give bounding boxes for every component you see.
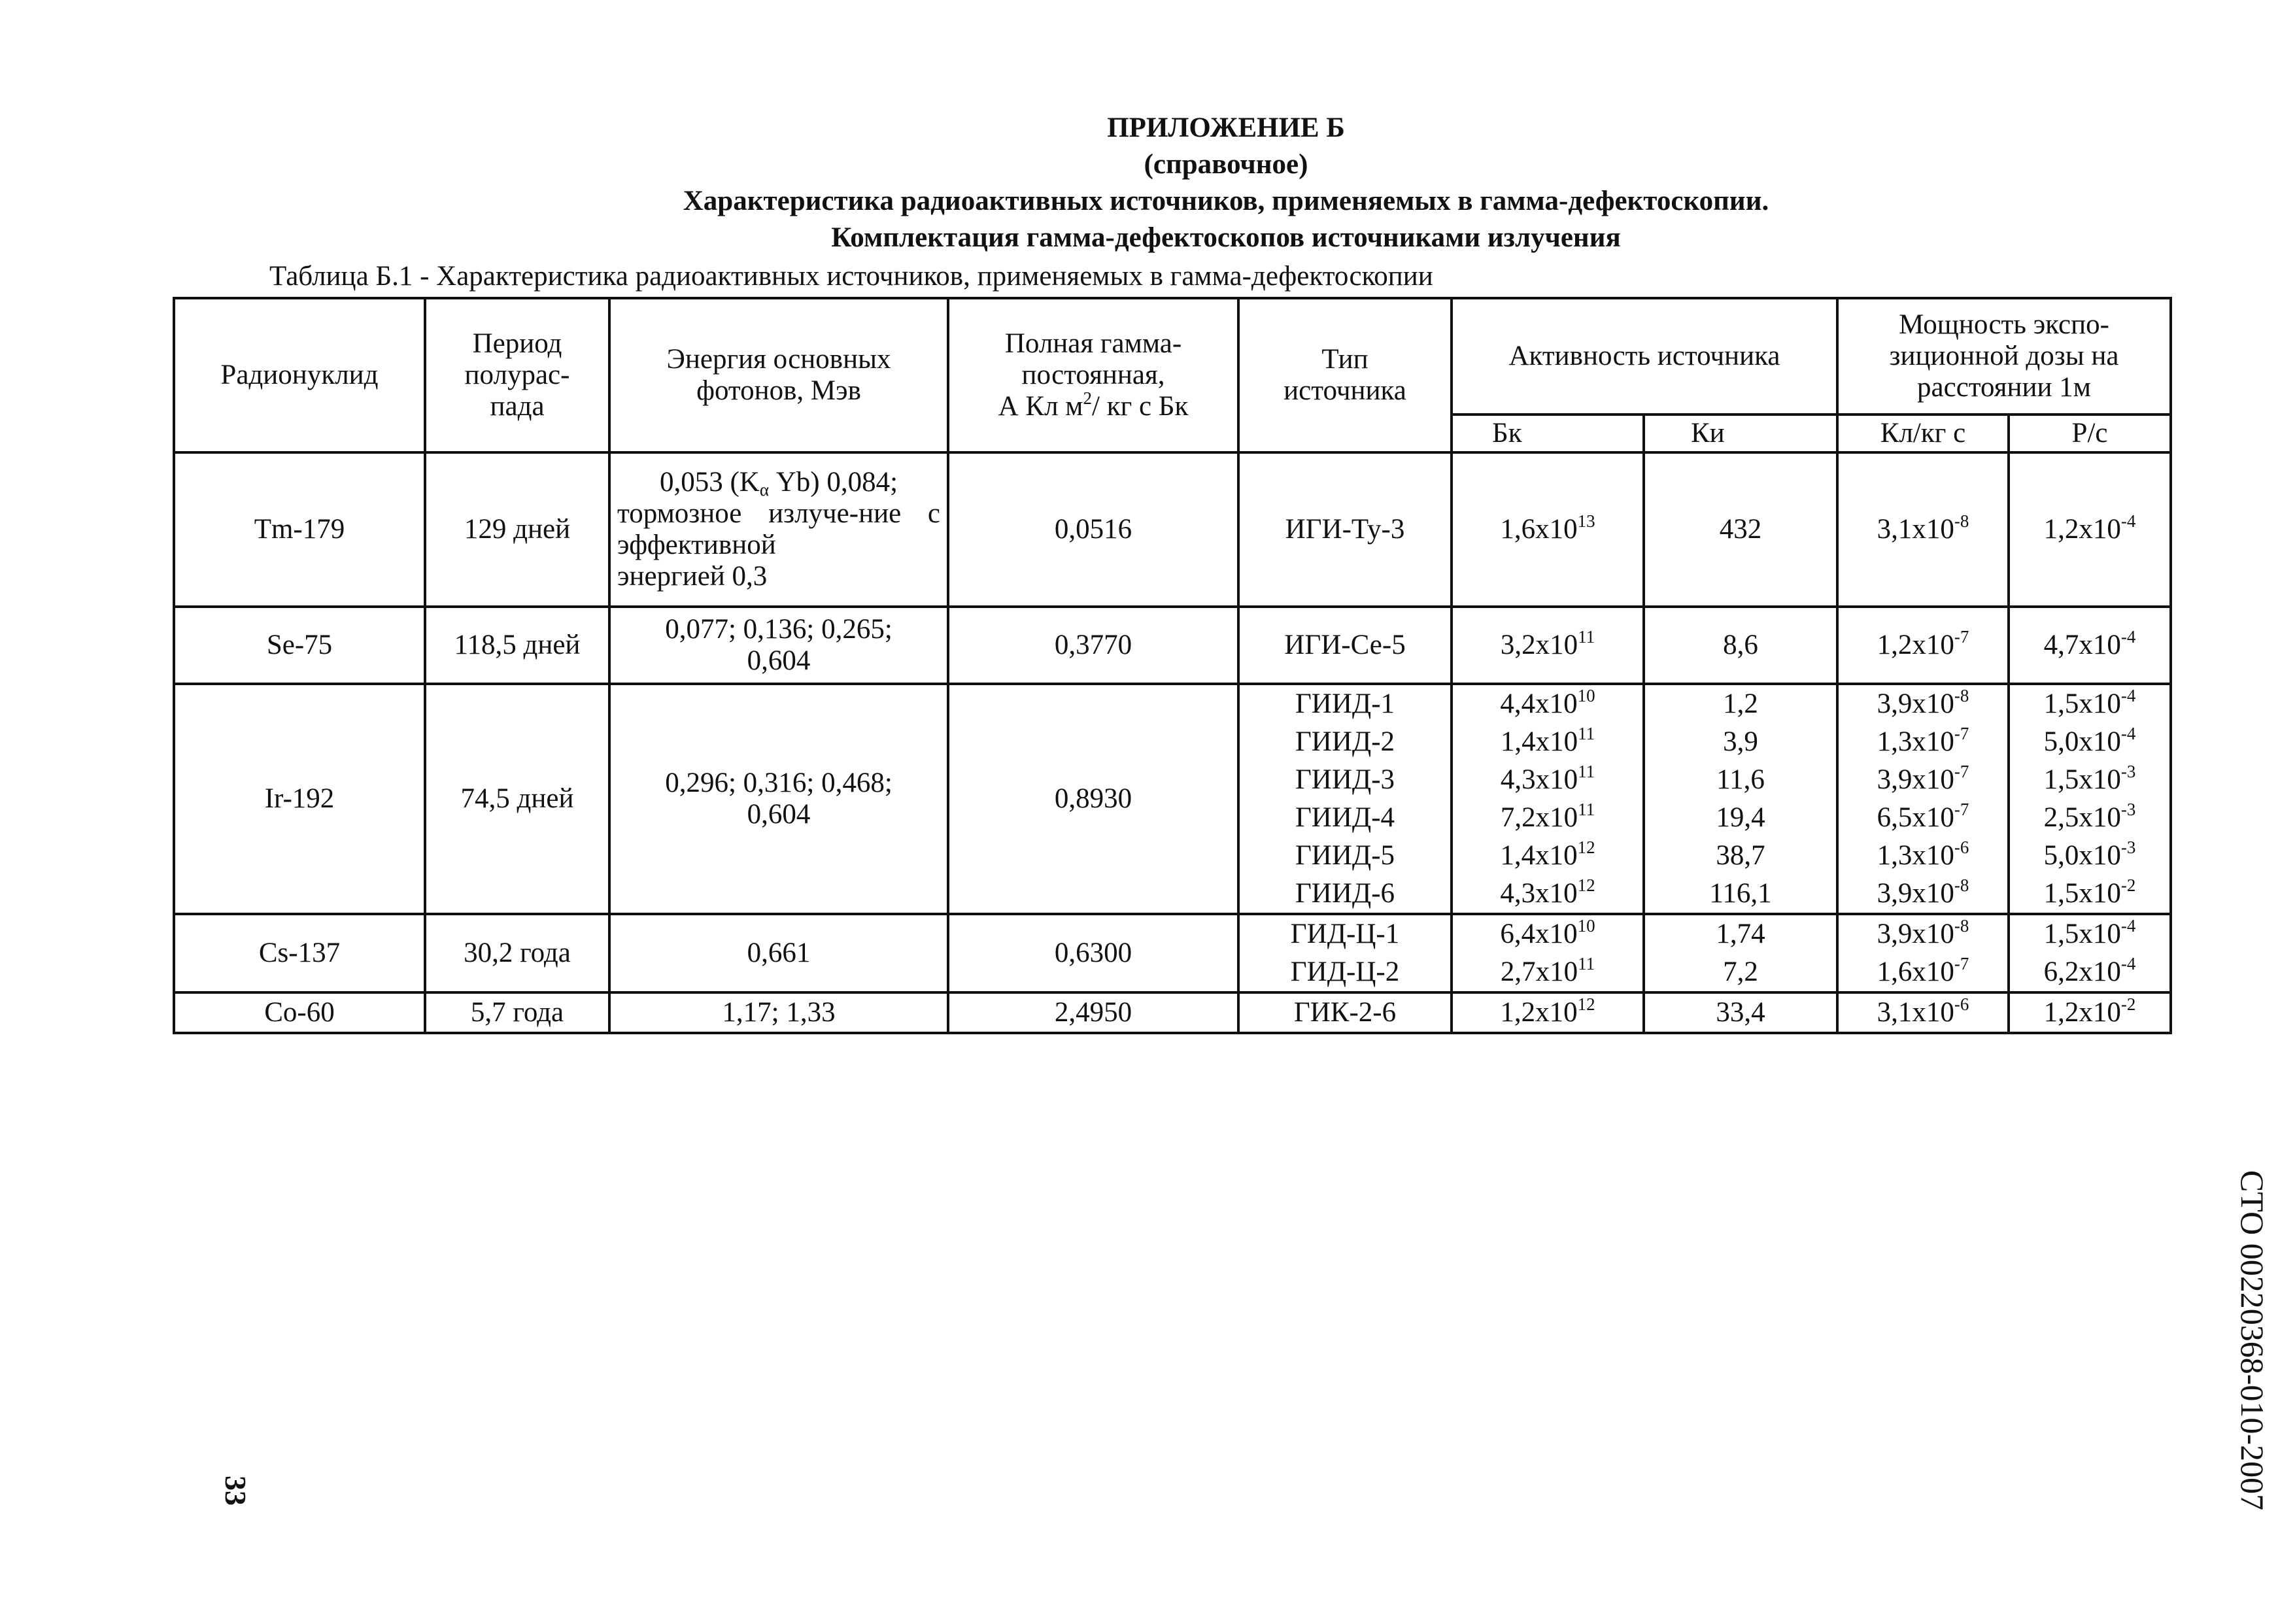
dose-si-cell (1837, 684, 2009, 914)
energy-base: 0,053 (K (659, 467, 760, 498)
value-mantissa: 1,3x10 (1877, 840, 1954, 871)
value-exponent: -3 (2120, 837, 2136, 857)
activity-bq-cell (1452, 607, 1644, 684)
value-exponent: -7 (1954, 724, 1969, 743)
source-type-cell (1238, 684, 1452, 914)
value-mantissa: 6,5x10 (1877, 802, 1954, 833)
appendix-title: ПРИЛОЖЕНИЕ Б (1107, 112, 1345, 143)
value-mantissa: 1,5x10 (2043, 919, 2121, 949)
gamma-units-exponent: 2 (1083, 388, 1092, 408)
value-mantissa: 3,9x10 (1877, 764, 1954, 795)
header-source-type-line: источника (1284, 375, 1406, 406)
value-mantissa: 1,2x10 (1500, 997, 1578, 1028)
value-exponent: 12 (1577, 837, 1595, 857)
energy-cell: 0,661 (609, 914, 948, 992)
energy-line (617, 467, 940, 498)
cell-line (1845, 994, 2001, 1032)
header-energy (609, 298, 948, 452)
cell-line (2016, 511, 2163, 549)
gamma-constant-cell: 0,3770 (948, 607, 1238, 684)
source-type-cell (1238, 914, 1452, 992)
header-half-life-line: Период (472, 328, 562, 359)
cell-line (2016, 761, 2163, 799)
cell-line (1459, 723, 1636, 761)
value-exponent: -7 (1954, 762, 1969, 781)
document-number: СТО 00220368-010-2007 (2234, 1170, 2271, 1511)
energy-line: 0,296; 0,316; 0,468; (665, 768, 892, 798)
value-exponent: -4 (2120, 954, 2136, 973)
value-mantissa: 3,1x10 (1877, 514, 1954, 545)
cell-line (1845, 799, 2001, 837)
cell-line (1459, 994, 1636, 1032)
activity-ci-cell (1644, 992, 1837, 1033)
cell-line (2016, 915, 2163, 953)
cell-line: ГИИД-6 (1295, 878, 1395, 909)
nuclide-cell: Se-75 (174, 607, 425, 684)
value-exponent: 11 (1578, 954, 1595, 973)
value-exponent: 12 (1577, 994, 1595, 1014)
gamma-constant-cell: 2,4950 (948, 992, 1238, 1033)
cell-line: ГИИД-2 (1295, 726, 1395, 757)
cell-line: ГИИД-3 (1295, 764, 1395, 795)
value-exponent: -8 (1954, 875, 1969, 895)
cell-line (1459, 761, 1636, 799)
cell-line (1459, 685, 1636, 723)
half-life-cell: 74,5 дней (425, 684, 609, 914)
value-exponent: -4 (2120, 511, 2136, 531)
value-exponent: -8 (1954, 511, 1969, 531)
activity-ci-cell (1644, 684, 1837, 914)
cell-line (1845, 626, 2001, 664)
header-dose-rate-line: зиционной дозы на (1889, 341, 2119, 371)
energy-cell (609, 684, 948, 914)
table-row (174, 992, 2171, 1033)
header-half-life-line: полурас- (464, 360, 570, 390)
cell-line (1845, 953, 2001, 991)
dose-si-cell (1837, 992, 2009, 1033)
energy-cell (609, 607, 948, 684)
cell-line (2016, 994, 2163, 1032)
cell-line: ИГИ-Ту-3 (1285, 514, 1405, 545)
energy-note-end: энергией 0,3 (617, 561, 768, 592)
cell-line (2016, 626, 2163, 664)
value-exponent: -3 (2120, 762, 2136, 781)
dose-r-cell (2009, 607, 2171, 684)
cell-line: 38,7 (1716, 840, 1765, 871)
half-life-cell: 5,7 года (425, 992, 609, 1033)
cell-line (1459, 837, 1636, 875)
dose-r-cell (2009, 684, 2171, 914)
dose-r-cell (2009, 992, 2171, 1033)
value-mantissa: 1,2x10 (2043, 997, 2121, 1028)
appendix-heading (425, 110, 2027, 256)
cell-line: 3,9 (1723, 726, 1758, 757)
cell-line: 8,6 (1723, 630, 1758, 660)
value-mantissa: 3,9x10 (1877, 919, 1954, 949)
value-mantissa: 1,5x10 (2043, 688, 2121, 719)
value-mantissa: 5,0x10 (2043, 726, 2121, 757)
cell-line: 432 (1719, 514, 1762, 545)
value-exponent: -2 (2120, 994, 2136, 1014)
half-life-cell: 118,5 дней (425, 607, 609, 684)
cell-line (1845, 915, 2001, 953)
cell-line: 19,4 (1716, 802, 1765, 833)
gamma-constant-cell: 0,8930 (948, 684, 1238, 914)
appendix-subtitle-2: Комплектация гамма-дефектоскопов источниками излучения (831, 222, 1621, 253)
value-exponent: 11 (1578, 800, 1595, 819)
header-gamma-line: постоянная, (1021, 360, 1165, 390)
value-mantissa: 1,5x10 (2043, 878, 2121, 909)
value-mantissa: 1,3x10 (1877, 726, 1954, 757)
header-dose-rate (1837, 298, 2171, 414)
value-exponent: -6 (1954, 994, 1969, 1014)
value-mantissa: 3,1x10 (1877, 997, 1954, 1028)
value-exponent: -7 (1954, 954, 1969, 973)
value-mantissa: 3,2x10 (1500, 630, 1578, 660)
energy-subscript: α (759, 480, 769, 499)
activity-bq-cell (1452, 914, 1644, 992)
source-type-cell (1238, 992, 1452, 1033)
value-mantissa: 4,7x10 (2043, 630, 2121, 660)
value-mantissa: 4,4x10 (1500, 688, 1578, 719)
energy-line: 0,077; 0,136; 0,265; (665, 614, 892, 645)
cell-line: 11,6 (1716, 764, 1765, 795)
gamma-units-rest: / кг с Бк (1092, 391, 1189, 422)
value-exponent: -6 (1954, 837, 1969, 857)
header-dose-rate-line: Мощность экспо- (1899, 309, 2109, 340)
header-half-life-line: пада (490, 391, 545, 422)
value-exponent: -7 (1954, 627, 1969, 647)
cell-line: ГИИД-5 (1295, 840, 1395, 871)
source-type-cell (1238, 452, 1452, 607)
page-number: 33 (219, 1476, 252, 1506)
source-type-cell (1238, 607, 1452, 684)
value-mantissa: 7,2x10 (1500, 802, 1578, 833)
header-gamma-units (956, 388, 1231, 422)
dose-si-cell (1837, 914, 2009, 992)
value-exponent: -8 (1954, 916, 1969, 936)
energy-cell (609, 452, 948, 607)
cell-line (1845, 723, 2001, 761)
value-mantissa: 4,3x10 (1500, 764, 1578, 795)
header-dose-r: Р/с (2009, 414, 2171, 452)
table-row (174, 452, 2171, 607)
value-exponent: 11 (1578, 762, 1595, 781)
value-mantissa: 1,4x10 (1500, 726, 1578, 757)
value-exponent: -4 (2120, 627, 2136, 647)
value-exponent: -2 (2120, 875, 2136, 895)
activity-ci-cell (1644, 452, 1837, 607)
activity-ci-cell (1644, 914, 1837, 992)
energy-cell: 1,17; 1,33 (609, 992, 948, 1033)
value-mantissa: 3,9x10 (1877, 878, 1954, 909)
value-mantissa: 1,6x10 (1500, 514, 1578, 545)
value-exponent: -7 (1954, 800, 1969, 819)
cell-line: 7,2 (1723, 956, 1758, 987)
value-mantissa: 3,9x10 (1877, 688, 1954, 719)
value-mantissa: 1,2x10 (2043, 514, 2121, 545)
value-exponent: -4 (2120, 724, 2136, 743)
header-gamma-constant (948, 298, 1238, 452)
cell-line (1845, 761, 2001, 799)
header-activity-ci: Ки (1644, 414, 1837, 452)
value-exponent: 10 (1577, 686, 1595, 705)
cell-line: ГИИД-4 (1295, 802, 1395, 833)
cell-line: ИГИ-Се-5 (1284, 630, 1406, 660)
value-exponent: -4 (2120, 686, 2136, 705)
value-exponent: 10 (1577, 916, 1595, 936)
cell-line: ГИД-Ц-1 (1290, 919, 1400, 949)
cell-line (1845, 685, 2001, 723)
half-life-cell: 30,2 года (425, 914, 609, 992)
value-mantissa: 6,2x10 (2043, 956, 2121, 987)
cell-line: ГИИД-1 (1295, 688, 1395, 719)
header-gamma-line: Полная гамма- (1004, 328, 1182, 359)
gamma-constant-cell: 0,6300 (948, 914, 1238, 992)
cell-line (1459, 875, 1636, 913)
cell-line: 33,4 (1716, 997, 1765, 1028)
header-source-type (1238, 298, 1452, 452)
radioactive-sources-table (173, 297, 2172, 1034)
cell-line (1459, 799, 1636, 837)
cell-line (2016, 723, 2163, 761)
value-exponent: 13 (1577, 511, 1595, 531)
energy-note: тормозное излуче-ние с эффективной (617, 498, 940, 560)
header-energy-line: Энергия основных (666, 344, 891, 375)
nuclide-cell: Cs-137 (174, 914, 425, 992)
energy-line: 0,604 (747, 645, 811, 676)
header-energy-line: фотонов, Мэв (696, 375, 861, 406)
value-mantissa: 1,6x10 (1877, 956, 1954, 987)
cell-line (1459, 511, 1636, 549)
activity-bq-cell (1452, 684, 1644, 914)
value-exponent: -4 (2120, 916, 2136, 936)
header-nuclide: Радионуклид (174, 298, 425, 452)
value-mantissa: 2,7x10 (1500, 956, 1578, 987)
nuclide-cell: Ir-192 (174, 684, 425, 914)
half-life-cell: 129 дней (425, 452, 609, 607)
value-mantissa: 6,4x10 (1500, 919, 1578, 949)
table-row (174, 684, 2171, 914)
energy-rest: Yb) 0,084; (768, 467, 898, 498)
cell-line (1845, 511, 2001, 549)
header-activity-bq: Бк (1452, 414, 1644, 452)
value-exponent: 12 (1577, 875, 1595, 895)
value-mantissa: 1,2x10 (1877, 630, 1954, 660)
cell-line: ГИД-Ц-2 (1290, 956, 1400, 987)
header-dose-rate-line: расстоянии 1м (1917, 372, 2091, 403)
cell-line: 1,2 (1723, 688, 1758, 719)
table-row (174, 914, 2171, 992)
activity-bq-cell (1452, 992, 1644, 1033)
nuclide-cell: Co-60 (174, 992, 425, 1033)
header-activity: Активность источника (1452, 298, 1837, 414)
dose-r-cell (2009, 452, 2171, 607)
value-mantissa: 1,5x10 (2043, 764, 2121, 795)
value-mantissa: 5,0x10 (2043, 840, 2121, 871)
cell-line (1459, 953, 1636, 991)
header-row (174, 298, 2171, 414)
nuclide-cell: Tm-179 (174, 452, 425, 607)
activity-bq-cell (1452, 452, 1644, 607)
header-dose-si: Кл/кг с (1837, 414, 2009, 452)
value-exponent: -8 (1954, 686, 1969, 705)
cell-line (2016, 685, 2163, 723)
cell-line (1845, 837, 2001, 875)
value-exponent: 11 (1578, 627, 1595, 647)
cell-line: 1,74 (1716, 919, 1765, 949)
dose-si-cell (1837, 607, 2009, 684)
gamma-units-base: А Кл м (998, 391, 1083, 422)
value-mantissa: 1,4x10 (1500, 840, 1578, 871)
cell-line (2016, 837, 2163, 875)
appendix-subtitle-1: Характеристика радиоактивных источников, применяемых в гамма-дефектоскопии. (683, 186, 1769, 216)
table-row (174, 607, 2171, 684)
cell-line (1459, 626, 1636, 664)
cell-line (2016, 799, 2163, 837)
dose-r-cell (2009, 914, 2171, 992)
cell-line (2016, 953, 2163, 991)
header-half-life (425, 298, 609, 452)
cell-line: 116,1 (1709, 878, 1772, 909)
dose-si-cell (1837, 452, 2009, 607)
table-caption: Таблица Б.1 - Характеристика радиоактивных источников, применяемых в гамма-дефектоскопии (269, 261, 1433, 292)
cell-line: ГИК-2-6 (1293, 997, 1397, 1028)
activity-ci-cell (1644, 607, 1837, 684)
value-mantissa: 2,5x10 (2043, 802, 2121, 833)
energy-line: 0,604 (747, 799, 811, 830)
cell-line (2016, 875, 2163, 913)
cell-line (1459, 915, 1636, 953)
gamma-constant-cell: 0,0516 (948, 452, 1238, 607)
value-exponent: -3 (2120, 800, 2136, 819)
value-mantissa: 4,3x10 (1500, 878, 1578, 909)
cell-line (1845, 875, 2001, 913)
header-source-type-line: Тип (1321, 344, 1368, 375)
value-exponent: 11 (1578, 724, 1595, 743)
appendix-kind: (справочное) (1144, 149, 1308, 180)
